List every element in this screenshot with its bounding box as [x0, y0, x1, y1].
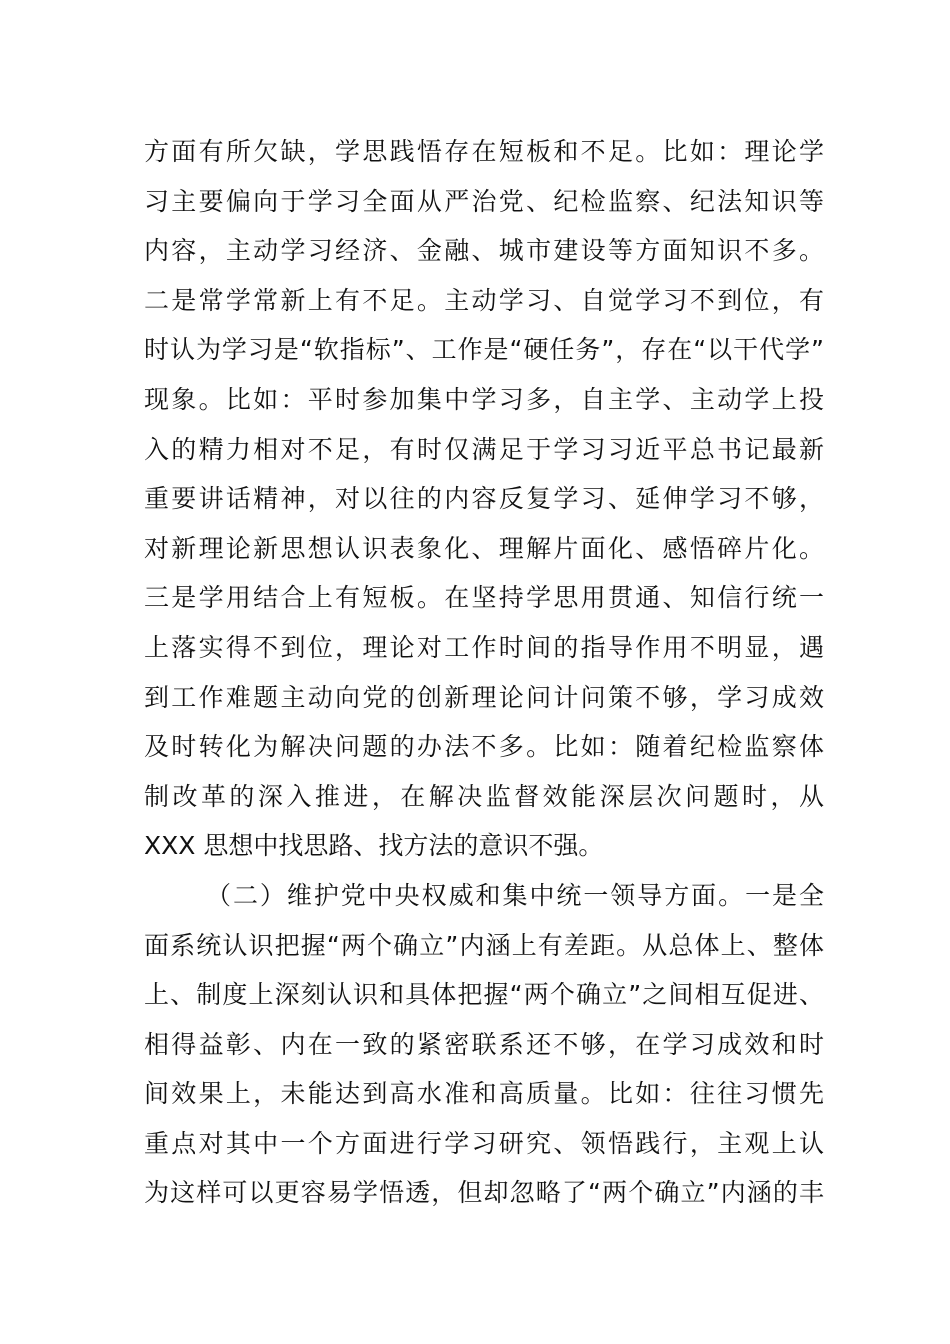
text-line: 入的精力相对不足，有时仅满足于学习习近平总书记最新: [144, 434, 827, 464]
text-line: 制改革的深入推进，在解决监督效能深层次问题时，从: [144, 781, 828, 811]
text-line: 方面有所欠缺，学思践悟存在短板和不足。比如：理论学: [144, 137, 827, 166]
text-line: 重点对其中一个方面进行学习研究、领悟践行，主观上认: [144, 1128, 827, 1158]
text-line: 时认为学习是“软指标”、工作是“硬任务”，存在“以干代学”: [144, 335, 825, 365]
text-line: 相得益彰、内在一致的紧密联系还不够，在学习成效和时: [144, 1029, 827, 1059]
text-line: 间效果上，未能达到高水准和高质量。比如：往往习惯先: [144, 1079, 827, 1109]
text-line: 上、制度上深刻认识和具体把握“两个确立”之间相互促进、: [144, 980, 826, 1010]
text-line: 上落实得不到位，理论对工作时间的指导作用不明显，遇: [144, 632, 827, 662]
text-line: 习主要偏向于学习全面从严治党、纪检监察、纪法知识等: [144, 186, 827, 216]
text-line: 现象。比如：平时参加集中学习多，自主学、主动学上投: [144, 384, 827, 414]
text-line: 三是学用结合上有短板。在坚持学思用贯通、知信行统一: [144, 583, 827, 613]
text-line: 对新理论新思想认识表象化、理解片面化、感悟碎片化。: [144, 533, 827, 563]
text-line: 到工作难题主动向党的创新理论问计问策不够，学习成效: [144, 682, 827, 712]
body-text: [144, 127, 828, 1218]
text-line: XXX 思想中找思路、找方法的意识不强。: [144, 831, 604, 861]
text-line: 二是常学常新上有不足。主动学习、自觉学习不到位，有: [144, 285, 827, 315]
text-line: 面系统认识把握“两个确立”内涵上有差距。从总体上、整体: [144, 930, 826, 960]
text-line: 内容，主动学习经济、金融、城市建设等方面知识不多。: [144, 236, 827, 266]
text-line: 为这样可以更容易学悟透，但却忽略了“两个确立”内涵的丰: [144, 1178, 826, 1208]
text-line: 及时转化为解决问题的办法不多。比如：随着纪检监察体: [144, 732, 827, 762]
text-line: 重要讲话精神，对以往的内容反复学习、延伸学习不够，: [144, 484, 827, 514]
section-heading-line: （二）维护党中央权威和集中统一领导方面。一是全: [206, 880, 826, 910]
